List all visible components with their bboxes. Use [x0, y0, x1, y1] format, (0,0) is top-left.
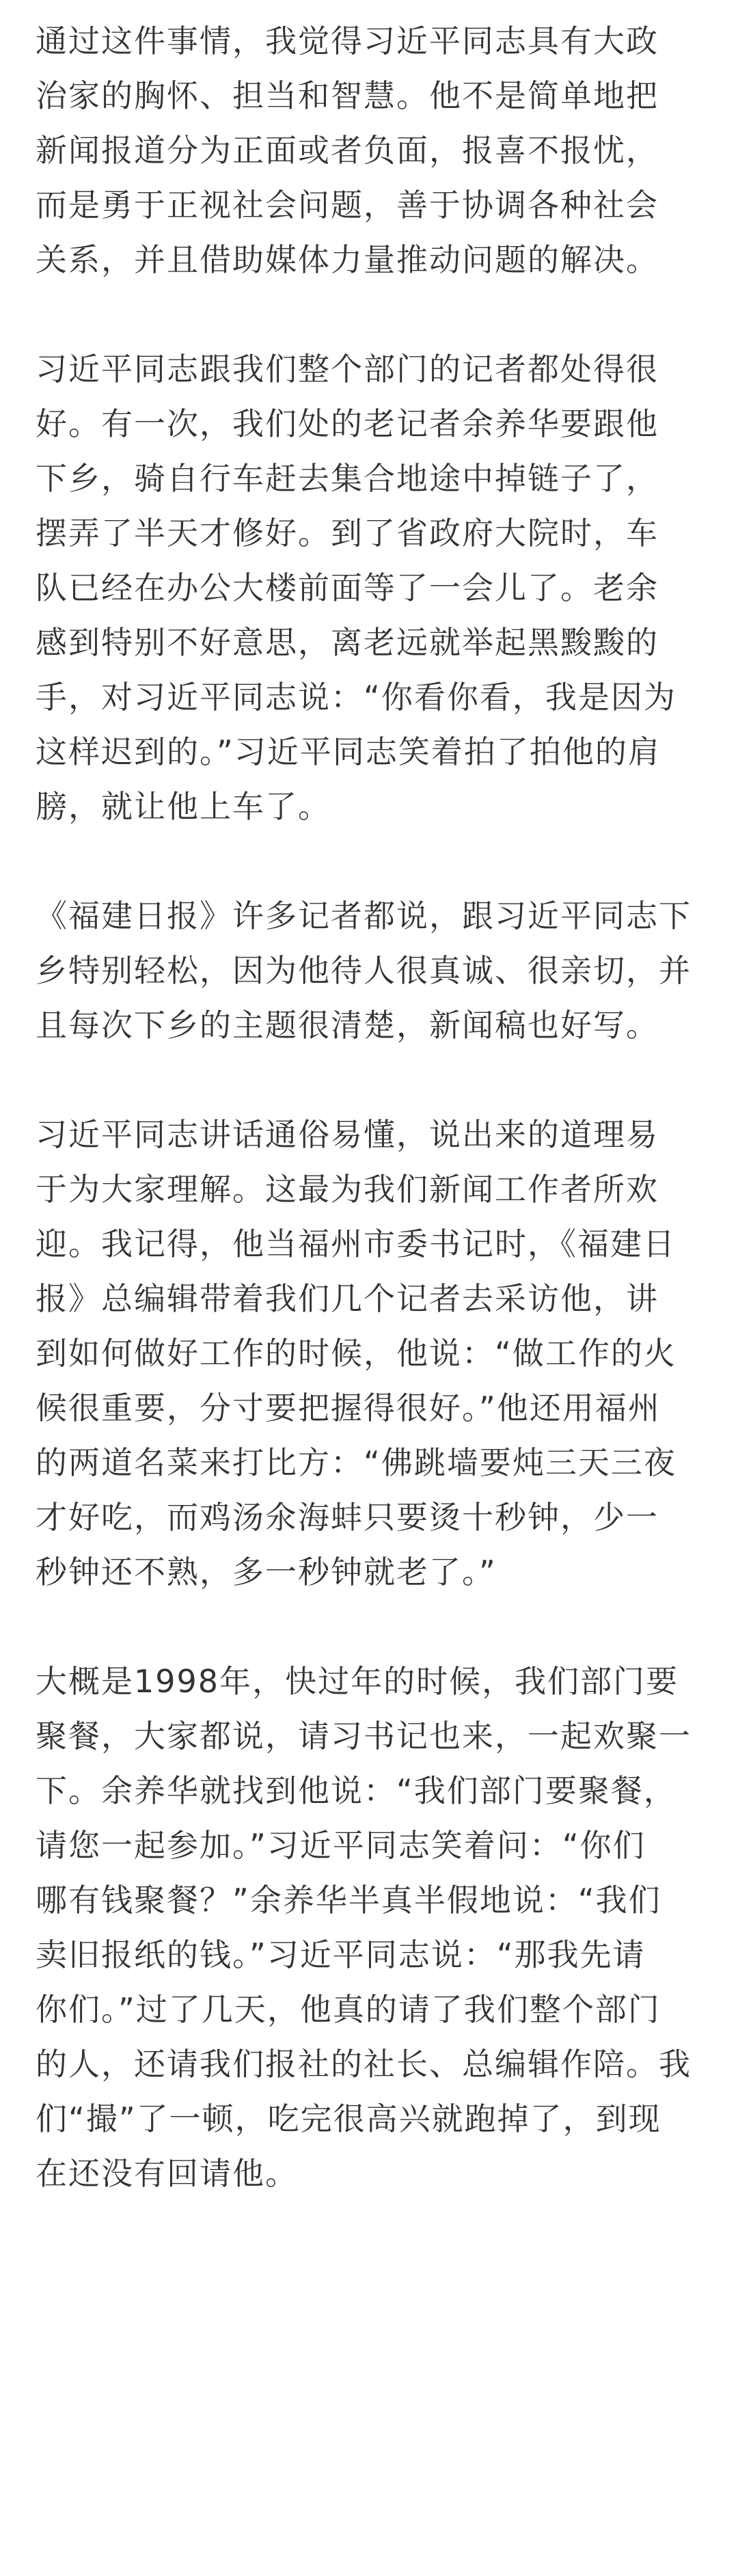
- text-line: 在还没有回请他。: [36, 2155, 298, 2192]
- article-body: [36, 14, 712, 2255]
- text-line: 的两道名菜来打比方：“佛跳墙要炖三天三夜: [36, 1444, 676, 1481]
- text-line: 迎。我记得，他当福州市委书记时，《福建日: [36, 1225, 676, 1262]
- paragraph: [36, 1107, 712, 1599]
- text-line: 摆弄了半天才修好。到了省政府大院时，车: [36, 515, 659, 552]
- text-line: 好。有一次，我们处的老记者余养华要跟他: [36, 405, 659, 442]
- text-line: 手，对习近平同志说：“你看你看，我是因为: [36, 679, 676, 716]
- text-line: 才好吃，而鸡汤氽海蚌只要烫十秒钟，少一: [36, 1499, 659, 1536]
- paragraph: [36, 342, 712, 834]
- text-line: 膀，就让他上车了。: [36, 788, 331, 825]
- text-line: 于为大家理解。这最为我们新闻工作者所欢: [36, 1171, 659, 1208]
- paragraph: [36, 889, 712, 1053]
- text-line: 你们。”过了几天，他真的请了我们整个部门: [36, 1991, 661, 2028]
- text-line: 们“撮”了一顿，吃完很高兴就跑掉了，到现: [36, 2100, 661, 2137]
- text-line: 候很重要，分寸要把握得很好。”他还用福州: [36, 1389, 661, 1426]
- text-line: 哪有钱聚餐？”余养华半真半假地说：“我们: [36, 1882, 661, 1919]
- text-line: 到如何做好工作的时候，他说：“做工作的火: [36, 1335, 676, 1372]
- text-line: 下乡，骑自行车赶去集合地途中掉链子了，: [36, 460, 659, 497]
- text-line: 报》总编辑带着我们几个记者去采访他，讲: [36, 1280, 659, 1317]
- text-line: 乡特别轻松，因为他待人很真诚、很亲切，并: [36, 952, 692, 989]
- text-line: 感到特别不好意思，离老远就举起黑黢黢的: [36, 624, 659, 661]
- text-line: 且每次下乡的主题很清楚，新闻稿也好写。: [36, 1007, 659, 1044]
- text-line: 关系，并且借助媒体力量推动问题的解决。: [36, 241, 659, 278]
- paragraph: [36, 1654, 712, 2201]
- text-line: 习近平同志讲话通俗易懂，说出来的道理易: [36, 1116, 659, 1153]
- text-line: 请您一起参加。”习近平同志笑着问：“你们: [36, 1827, 646, 1864]
- text-line: 通过这件事情，我觉得习近平同志具有大政: [36, 23, 659, 59]
- paragraph: [36, 14, 712, 287]
- text-line: 的人，还请我们报社的社长、总编辑作陪。我: [36, 2046, 692, 2083]
- text-line: 习近平同志跟我们整个部门的记者都处得很: [36, 351, 659, 388]
- text-line: 大概是1998年，快过年的时候，我们部门要: [36, 1663, 679, 1700]
- text-line: 而是勇于正视社会问题，善于协调各种社会: [36, 187, 659, 223]
- text-line: 治家的胸怀、担当和智慧。他不是简单地把: [36, 77, 659, 114]
- text-line: 卖旧报纸的钱。”习近平同志说：“那我先请: [36, 1936, 646, 1973]
- text-line: 秒钟还不熟，多一秒钟就老了。”: [36, 1554, 497, 1590]
- text-line: 新闻报道分为正面或者负面，报喜不报忧，: [36, 132, 659, 169]
- text-line: 队已经在办公大楼前面等了一会儿了。老余: [36, 569, 659, 606]
- text-line: 下。余养华就找到他说：“我们部门要聚餐，: [36, 1772, 676, 1809]
- text-line: 这样迟到的。”习近平同志笑着拍了拍他的肩: [36, 733, 661, 770]
- text-line: 聚餐，大家都说，请习书记也来，一起欢聚一: [36, 1718, 692, 1754]
- text-line: 《福建日报》许多记者都说，跟习近平同志下: [36, 897, 692, 934]
